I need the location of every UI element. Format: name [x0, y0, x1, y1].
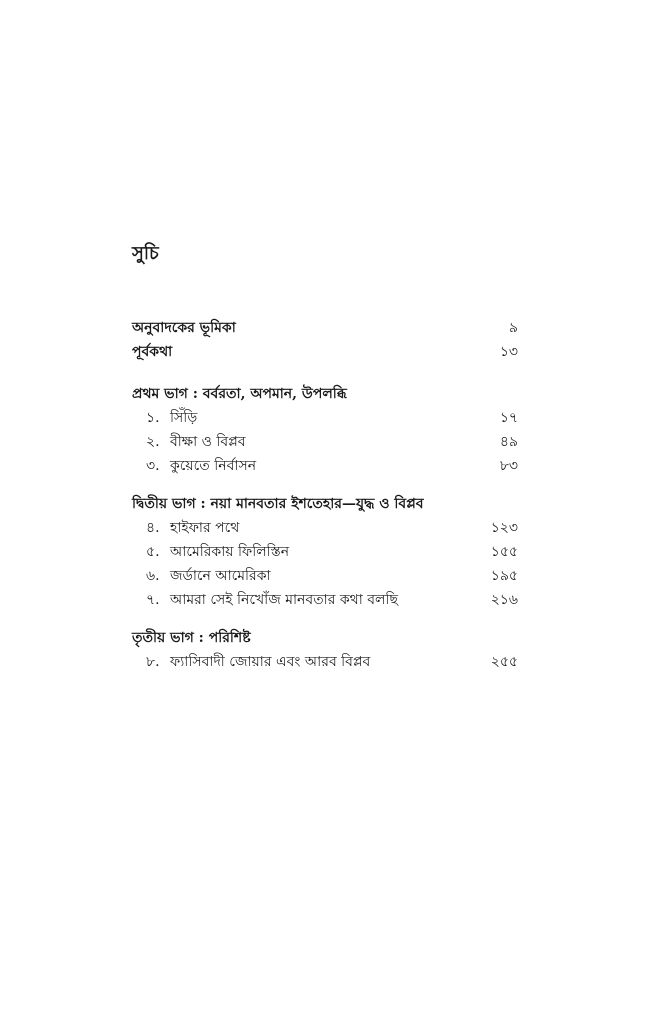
chapter-title: কুয়েতে নির্বাসন	[170, 458, 257, 474]
chapter-title: সিঁড়ি	[170, 410, 198, 426]
chapter-page: ১২৩	[490, 520, 518, 536]
chapter-number: ১.	[146, 410, 160, 426]
chapter-title: হাইফার পথে	[170, 520, 240, 536]
chapter-page: ৪৯	[499, 434, 518, 450]
toc-chapter	[132, 406, 518, 430]
toc-entry-label: পূর্বকথা	[132, 344, 173, 360]
toc-chapter	[132, 588, 518, 612]
chapter-title: ফ্যাসিবাদী জোয়ার এবং আরব বিপ্লব	[170, 654, 371, 670]
chapter-page: ৮৩	[499, 458, 518, 474]
chapter-title: আমেরিকায় ফিলিস্তিন	[170, 544, 290, 560]
chapter-title: আমরা সেই নিখোঁজ মানবতার কথা বলছি	[170, 592, 398, 608]
toc-chapter	[132, 430, 518, 454]
part-heading-3: তৃতীয় ভাগ : পরিশিষ্ট	[132, 630, 251, 646]
chapter-page: ১৫৫	[490, 544, 518, 560]
toc-chapter	[132, 516, 518, 540]
toc-chapter	[132, 650, 518, 674]
chapter-number: ৫.	[146, 544, 160, 560]
chapter-number: ৬.	[146, 568, 160, 584]
part-heading-1: প্রথম ভাগ : বর্বরতা, অপমান, উপলব্ধি	[132, 386, 347, 402]
part-heading-2: দ্বিতীয় ভাগ : নয়া মানবতার ইশতেহার—যুদ্ধ ও বিপ্লব	[132, 496, 424, 512]
chapter-title: বীক্ষা ও বিপ্লব	[170, 434, 246, 450]
chapter-number: ২.	[146, 434, 160, 450]
chapter-number: ৭.	[146, 592, 160, 608]
toc-chapter	[132, 540, 518, 564]
chapter-number: ৩.	[146, 458, 160, 474]
toc-chapter	[132, 564, 518, 588]
chapter-page: ২১৬	[490, 592, 518, 608]
page-title: সুচি	[132, 243, 159, 264]
chapter-page: ১৯৫	[490, 568, 518, 584]
chapter-page: ১৭	[499, 410, 518, 426]
toc-entry-label: অনুবাদকের ভূমিকা	[132, 320, 236, 336]
toc-entry-foreword	[132, 340, 518, 364]
chapter-number: ৪.	[146, 520, 160, 536]
chapter-title: জর্ডানে আমেরিকা	[170, 568, 271, 584]
chapter-number: ৮.	[146, 654, 160, 670]
toc-entry-page: ১৩	[499, 344, 518, 360]
toc-entry-translator-preface	[132, 316, 518, 340]
toc-chapter	[132, 454, 518, 478]
table-of-contents	[132, 316, 518, 674]
chapter-page: ২৫৫	[490, 654, 518, 670]
toc-entry-page: ৯	[508, 320, 518, 336]
